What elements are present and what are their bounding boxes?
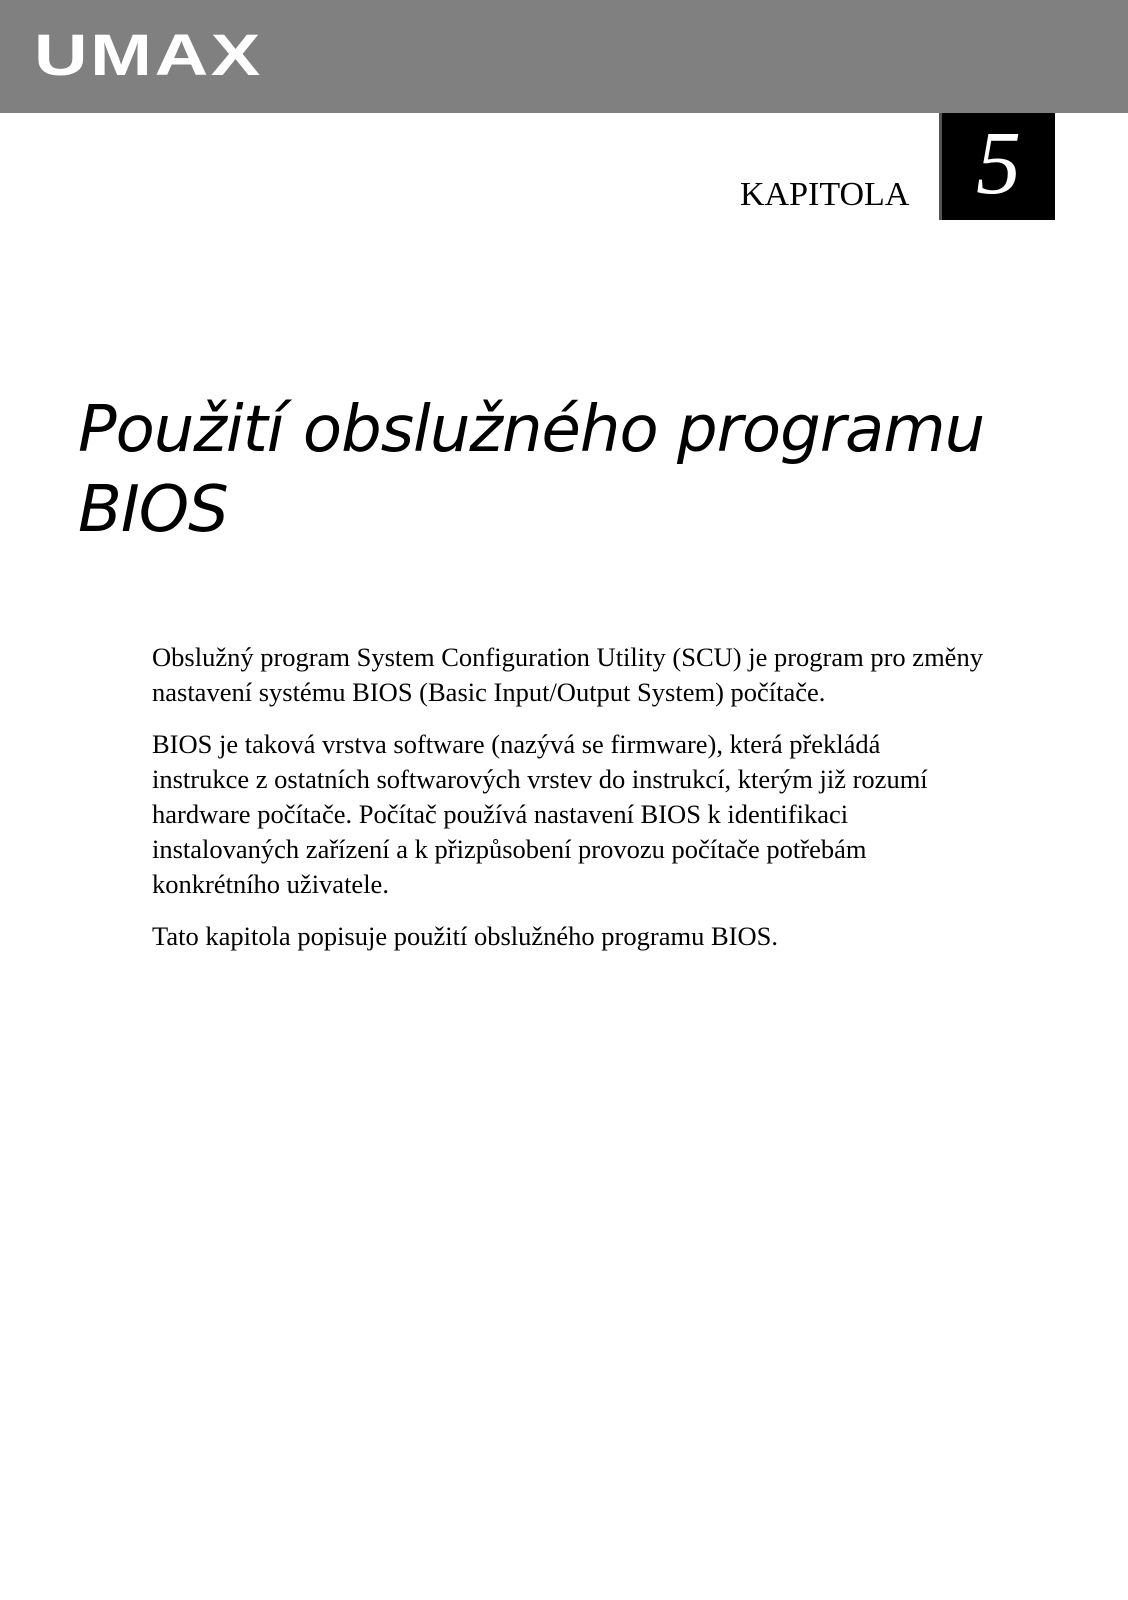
text-line: nastavení systému BIOS (Basic Input/Output System) počítače. [152, 677, 826, 707]
header-bar [0, 0, 1128, 113]
text-line: instalovaných zařízení a k přizpůsobení provozu počítače potřebám [152, 834, 867, 864]
chapter-number: 5 [976, 114, 1021, 213]
chapter-label: KAPITOLA [740, 176, 910, 213]
text-line: hardware počítače. Počítač používá nastavení BIOS k identifikaci [152, 799, 849, 829]
page-title-line-2: BIOS [78, 473, 228, 547]
text-line: Tato kapitola popisuje použití obslužného programu BIOS. [152, 921, 778, 951]
text-line: konkrétního uživatele. [152, 869, 389, 899]
umax-logo: UMAX [34, 23, 263, 88]
chapter-number-box [939, 113, 1055, 220]
page-title-line-1: Použití obslužného programu [78, 393, 985, 467]
page-title [78, 390, 1088, 550]
paragraph-chapter-summary [152, 919, 1072, 954]
paragraph-intro [152, 640, 1072, 710]
text-line: Obslužný program System Configuration Utility (SCU) je program pro změny [152, 642, 983, 672]
paragraph-bios-description [152, 727, 1072, 902]
text-line: BIOS je taková vrstva software (nazývá se firmware), která překládá [152, 729, 881, 759]
text-line: instrukce z ostatních softwarových vrstev do instrukcí, kterým již rozumí [152, 764, 928, 794]
body-text [152, 640, 1072, 971]
